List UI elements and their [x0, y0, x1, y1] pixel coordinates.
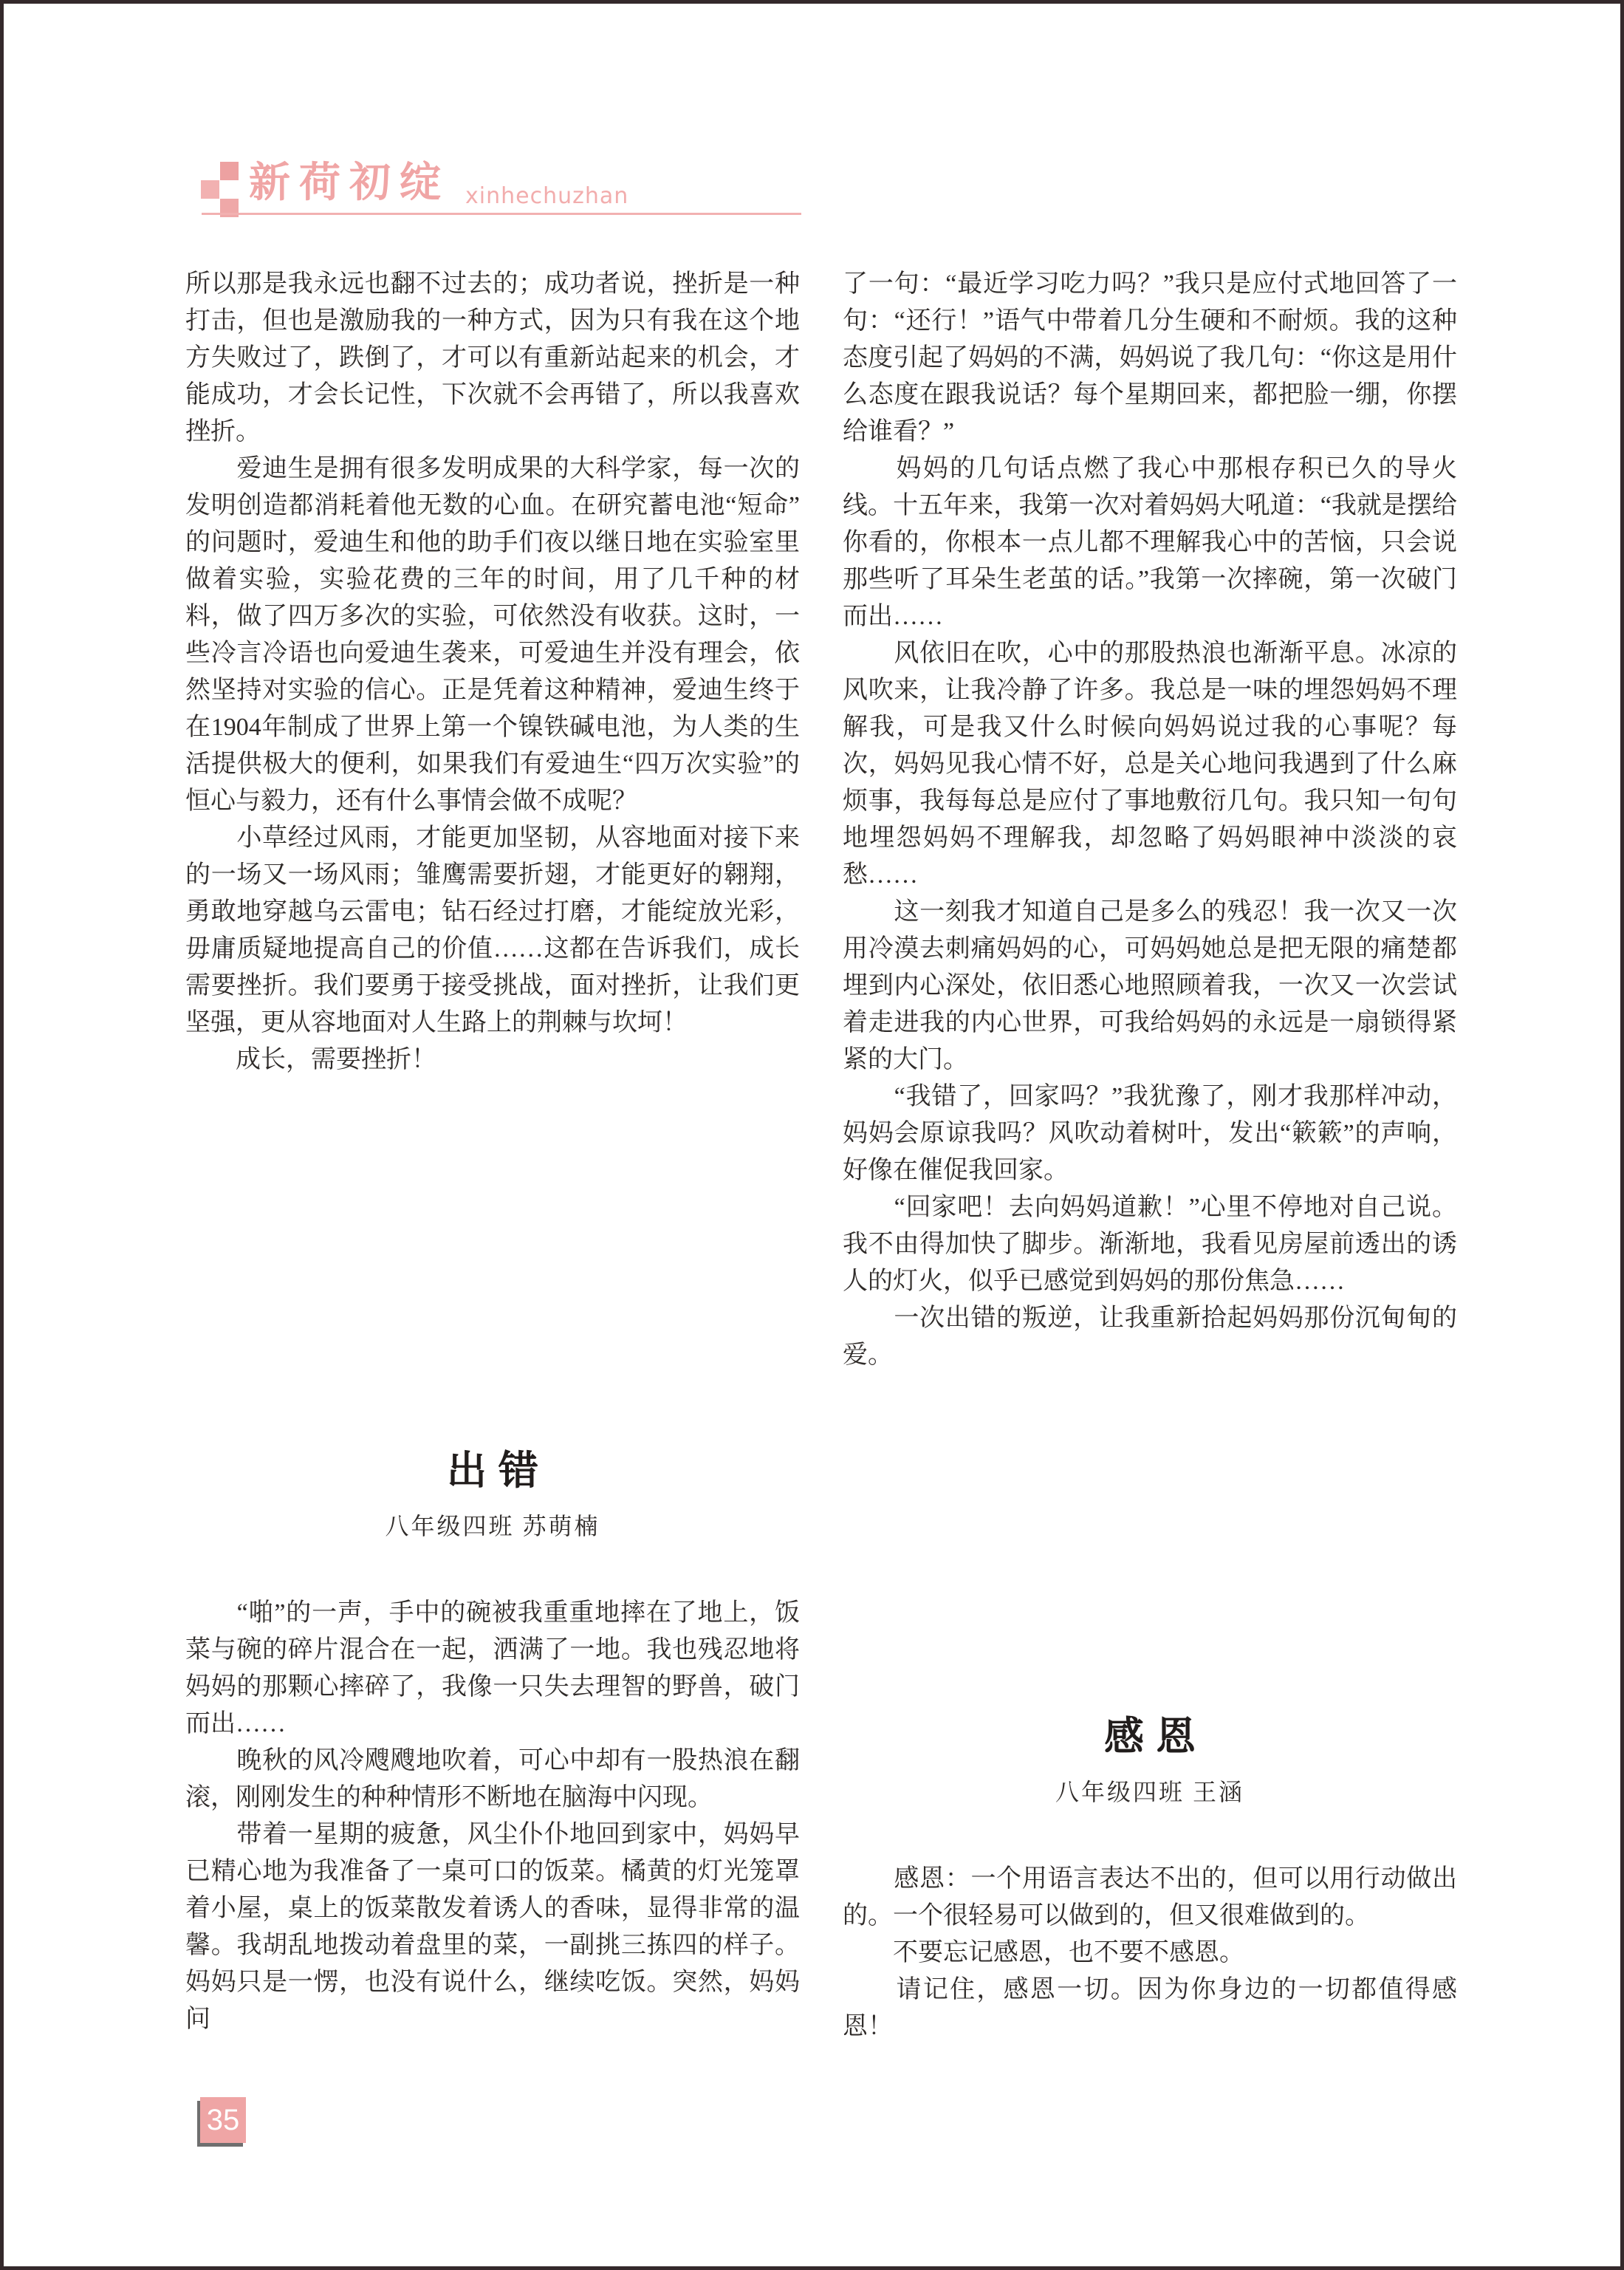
- article-body: [185, 1595, 800, 2038]
- paragraph: 一次出错的叛逆，让我重新拾起妈妈那份沉甸甸的爱。: [843, 1305, 1457, 1369]
- section-title-pinyin: xinhechuzhan: [465, 183, 629, 209]
- essay-continuation-text: [843, 266, 1457, 1492]
- paragraph: 成长，需要挫折！: [185, 1046, 436, 1073]
- paragraph: 这一刻我才知道自己是多么的残忍！我一次又一次用冷漠去刺痛妈妈的心，可妈妈她总是把无限的痛楚都埋到内心深处，依旧悉心地照顾着我，一次又一次尝试着走进我的内心世界，可我给妈妈的永远是一扇锁得紧紧的大门。: [843, 898, 1457, 1073]
- essay-continuation-text: [185, 266, 800, 1234]
- paragraph: 带着一星期的疲惫，风尘仆仆地回到家中，妈妈早已精心地为我准备了一桌可口的饭菜。橘黄的灯光笼罩着小屋，桌上的饭菜散发着诱人的香味，显得非常的温馨。我胡乱地拨动着盘里的菜，一副挑三拣四的样子。妈妈只是一愣，也没有说什么，继续吃饭。突然，妈妈问: [185, 1821, 800, 2033]
- paragraph: 晚秋的风冷飕飕地吹着，可心中却有一股热浪在翻滚，刚刚发生的种种情形不断地在脑海中闪现。: [185, 1747, 800, 1811]
- paragraph: 了一句：“最近学习吃力吗？”我只是应付式地回答了一句：“还行！”语气中带着几分生硬和不耐烦。我的这种态度引起了妈妈的不满，妈妈说了我几句：“你这是用什么态度在跟我说话？每个星期回来，都把脸一绷，你摆给谁看？”: [843, 270, 1457, 445]
- paragraph: “回家吧！去向妈妈道歉！”心里不停地对自己说。我不由得加快了脚步。渐渐地，我看见房屋前透出的诱人的灯火，似乎已感觉到妈妈的那份焦急……: [843, 1194, 1457, 1295]
- paragraph: 小草经过风雨，才能更加坚韧，从容地面对接下来的一场又一场风雨；雏鹰需要折翅，才能更好的翱翔，勇敢地穿越乌云雷电；钻石经过打磨，才能绽放光彩，毋庸质疑地提高自己的价值……这都在告诉我们，成长需要挫折。我们要勇于接受挑战，面对挫折，让我们更坚强，更从容地面对人生路上的荆棘与坎坷！: [185, 824, 800, 1036]
- article-title: 出错: [447, 1449, 550, 1493]
- page-number: 35: [206, 2103, 240, 2136]
- article-author: 八年级四班 王涵: [1055, 1779, 1244, 1805]
- paragraph: 妈妈的几句话点燃了我心中那根存积已久的导火线。十五年来，我第一次对着妈妈大吼道：“我就是摆给你看的，你根本一点儿都不理解我心中的苦恼，只会说那些听了耳朵生老茧的话。”我第一次摔碗，第一次破门而出……: [843, 455, 1457, 630]
- logo-square-icon: [201, 180, 219, 199]
- article-ganen: [843, 1709, 1457, 2045]
- paragraph: 请记住，感恩一切。因为你身边的一切都值得感恩！: [843, 1976, 1457, 2040]
- header-underline: [202, 213, 801, 215]
- paragraph: 感恩：一个用语言表达不出的，但可以用行动做出的。一个很轻易可以做到的，但又很难做到的。: [843, 1865, 1457, 1929]
- page-header: [4, 4, 1620, 233]
- right-column: [843, 266, 1457, 2045]
- paragraph: 爱迪生是拥有很多发明成果的大科学家，每一次的发明创造都消耗着他无数的心血。在研究蓄电池“短命”的问题时，爱迪生和他的助手们夜以继日地在实验室里做着实验，实验花费的三年的时间，用了几千种的材料，做了四万多次的实验，可依然没有收获。这时，一些冷言冷语也向爱迪生袭来，可爱迪生并没有理会，依然坚持对实验的信心。正是凭着这种精神，爱迪生终于在1904年制成了世界上第一个镍铁碱电池，为人类的生活提供极大的便利，如果我们有爱迪生“四万次实验”的恒心与毅力，还有什么事情会做不成呢？: [185, 455, 800, 815]
- left-column: [185, 266, 800, 2038]
- article-body: [843, 1861, 1457, 2045]
- article-title: 感恩: [1104, 1715, 1207, 1759]
- paragraph: “我错了，回家吗？”我犹豫了，刚才我那样冲动，妈妈会原谅我吗？风吹动着树叶，发出“簌簌”的声响，好像在催促我回家。: [843, 1083, 1457, 1184]
- article-chucuo: [185, 1443, 800, 2038]
- logo-square-icon: [220, 162, 239, 180]
- page-number-badge: [200, 2097, 246, 2143]
- paragraph: “啪”的一声，手中的碗被我重重地摔在了地上，饭菜与碗的碎片混合在一起，洒满了一地。我也残忍地将妈妈的那颗心摔碎了，我像一只失去理智的野兽，破门而出……: [185, 1599, 800, 1737]
- paragraph: 不要忘记感恩，也不要不感恩。: [843, 1939, 1244, 1966]
- article-author: 八年级四班 苏萌楠: [385, 1513, 600, 1539]
- paragraph: 风依旧在吹，心中的那股热浪也渐渐平息。冰凉的风吹来，让我冷静了许多。我总是一味的埋怨妈妈不理解我，可是我又什么时候向妈妈说过我的心事呢？每次，妈妈见我心情不好，总是关心地问我遇到了什么麻烦事，我每每总是应付了事地敷衍几句。我只知一句句地埋怨妈妈不理解我，却忽略了妈妈眼神中淡淡的哀愁……: [843, 640, 1457, 889]
- section-title-logo: 新荷初绽: [249, 159, 450, 207]
- paragraph: 所以那是我永远也翻不过去的；成功者说，挫折是一种打击，但也是激励我的一种方式，因为只有我在这个地方失败过了，跌倒了，才可以有重新站起来的机会，才能成功，才会长记性，下次就不会再错了，所以我喜欢挫折。: [185, 270, 800, 445]
